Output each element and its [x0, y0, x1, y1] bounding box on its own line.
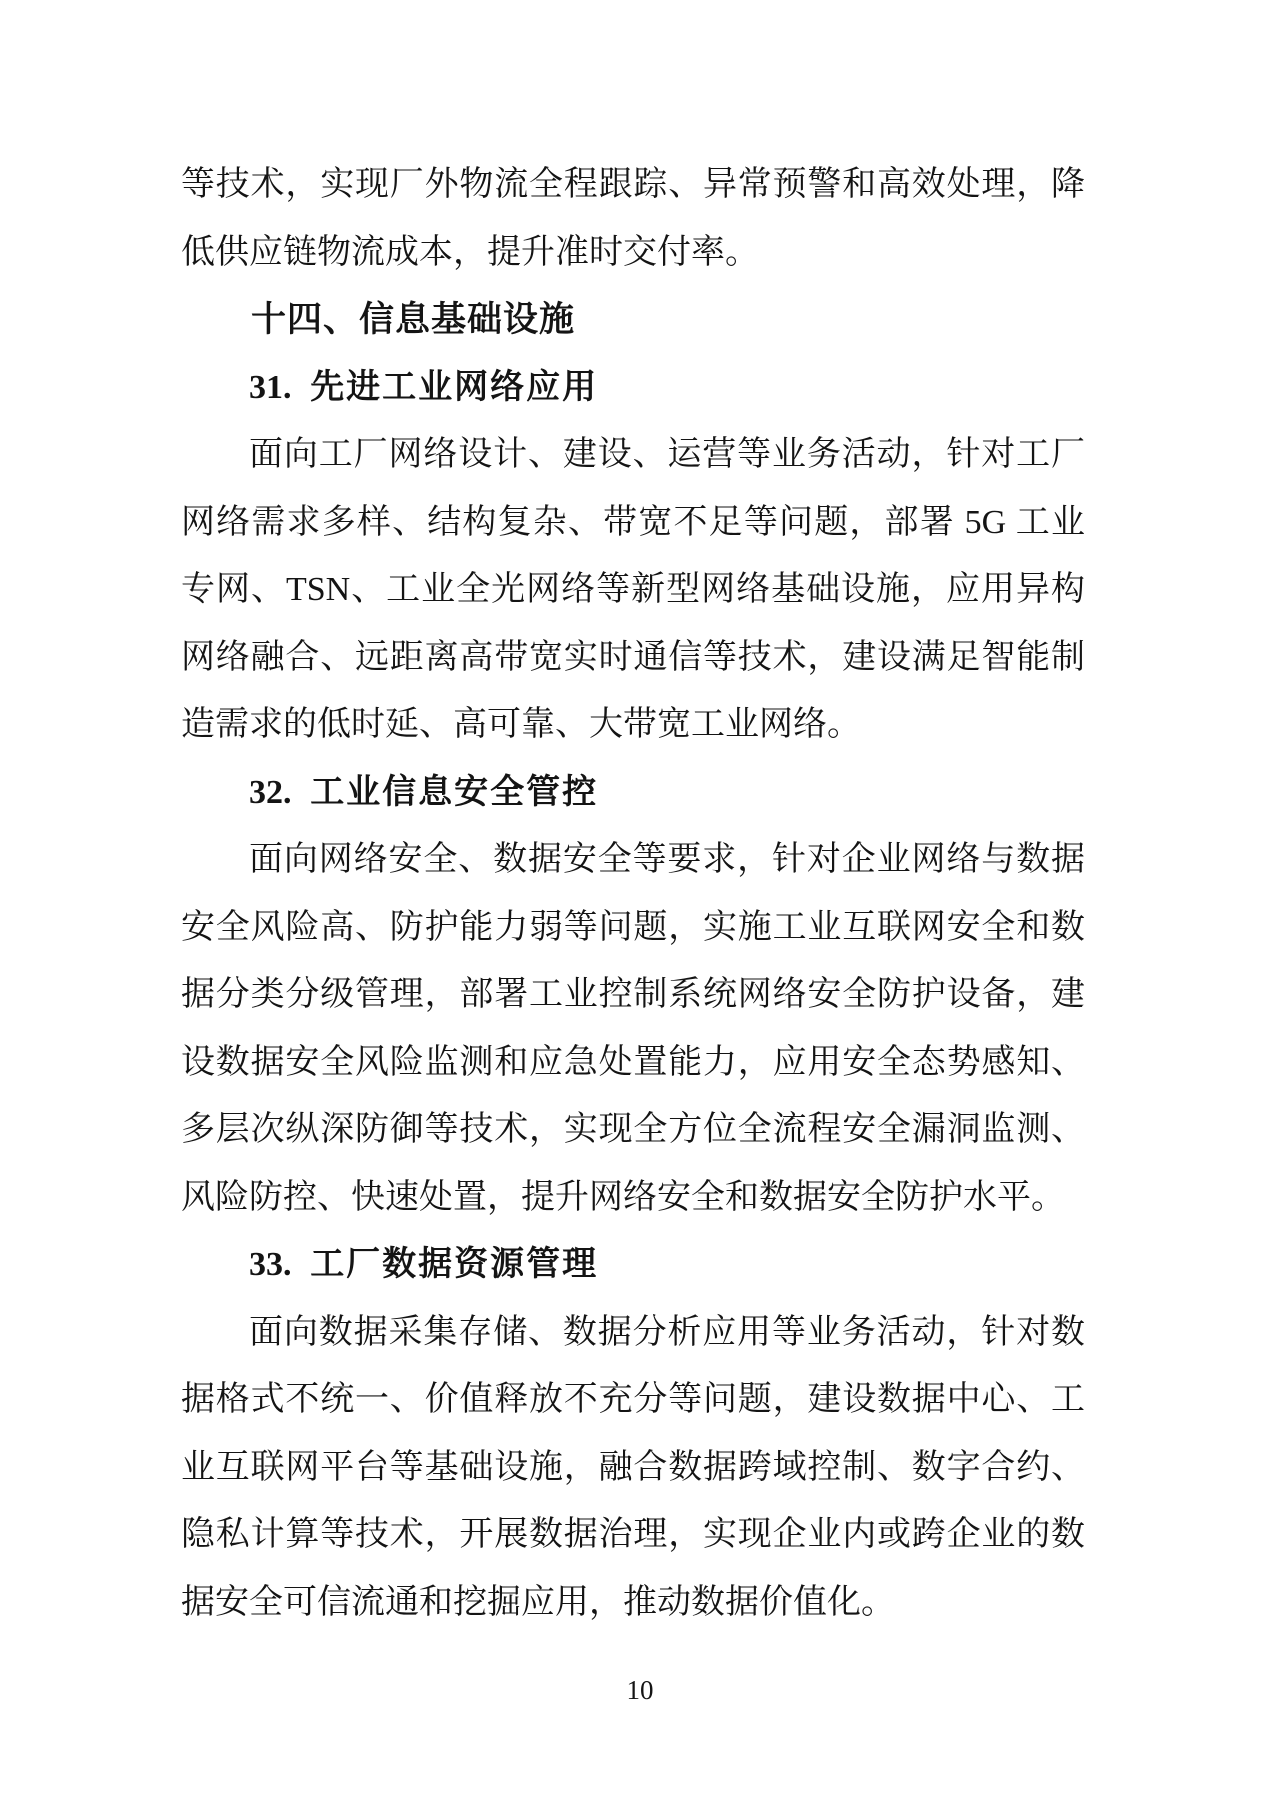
text-line: 面向工厂网络设计、建设、运营等业务活动，针对工厂 [249, 436, 1085, 473]
text-line: 造需求的低时延、高可靠、大带宽工业网络。 [181, 706, 861, 743]
item-number-33: 33. [249, 1246, 292, 1283]
item-heading-31 [181, 354, 1085, 422]
text-line: 低供应链物流成本，提升准时交付率。 [181, 233, 759, 271]
text-line: 风险防控、快速处置，提升网络安全和数据安全防护水平。 [181, 1178, 1065, 1216]
text-line: 面向网络安全、数据安全等要求，针对企业网络与数据 [249, 841, 1085, 878]
page-number: 10 [626, 1675, 654, 1705]
page-content [181, 151, 1085, 1636]
text-line: 专网、TSN、工业全光网络等新型网络基础设施，应用异构 [181, 571, 1085, 608]
text-line: 多层次纵深防御等技术，实现全方位全流程安全漏洞监测、 [181, 1111, 1085, 1148]
paragraph-32 [181, 826, 1085, 1231]
section-heading: 十四、信息基础设施 [251, 300, 576, 339]
item-heading-32 [181, 759, 1085, 827]
text-line: 业互联网平台等基础设施，融合数据跨域控制、数字合约、 [181, 1448, 1085, 1486]
item-heading-33 [181, 1231, 1085, 1299]
paragraph-33 [181, 1299, 1085, 1637]
text-line: 面向数据采集存储、数据分析应用等业务活动，针对数 [249, 1313, 1085, 1351]
continuation-paragraph [181, 151, 1085, 286]
item-number-31: 31. [249, 368, 292, 406]
text-line: 等技术，实现厂外物流全程跟踪、异常预警和高效处理，降 [181, 166, 1085, 203]
text-line: 据分类分级管理，部署工业控制系统网络安全防护设备，建 [181, 976, 1085, 1013]
paragraph-31 [181, 421, 1085, 759]
text-line: 据格式不统一、价值释放不充分等问题，建设数据中心、工 [181, 1381, 1085, 1418]
text-line: 设数据安全风险监测和应急处置能力，应用安全态势感知、 [181, 1043, 1085, 1081]
text-line: 网络融合、远距离高带宽实时通信等技术，建设满足智能制 [181, 638, 1085, 676]
text-line: 网络需求多样、结构复杂、带宽不足等问题，部署 5G 工业 [181, 503, 1085, 541]
text-line: 隐私计算等技术，开展数据治理，实现企业内或跨企业的数 [181, 1516, 1085, 1553]
text-line: 据安全可信流通和挖掘应用，推动数据价值化。 [181, 1583, 895, 1621]
item-title-31: 先进工业网络应用 [310, 368, 599, 406]
item-title-32: 工业信息安全管控 [310, 773, 599, 811]
text-line: 安全风险高、防护能力弱等问题，实施工业互联网安全和数 [181, 908, 1085, 946]
item-number-32: 32. [249, 773, 292, 811]
item-title-33: 工厂数据资源管理 [310, 1246, 599, 1283]
